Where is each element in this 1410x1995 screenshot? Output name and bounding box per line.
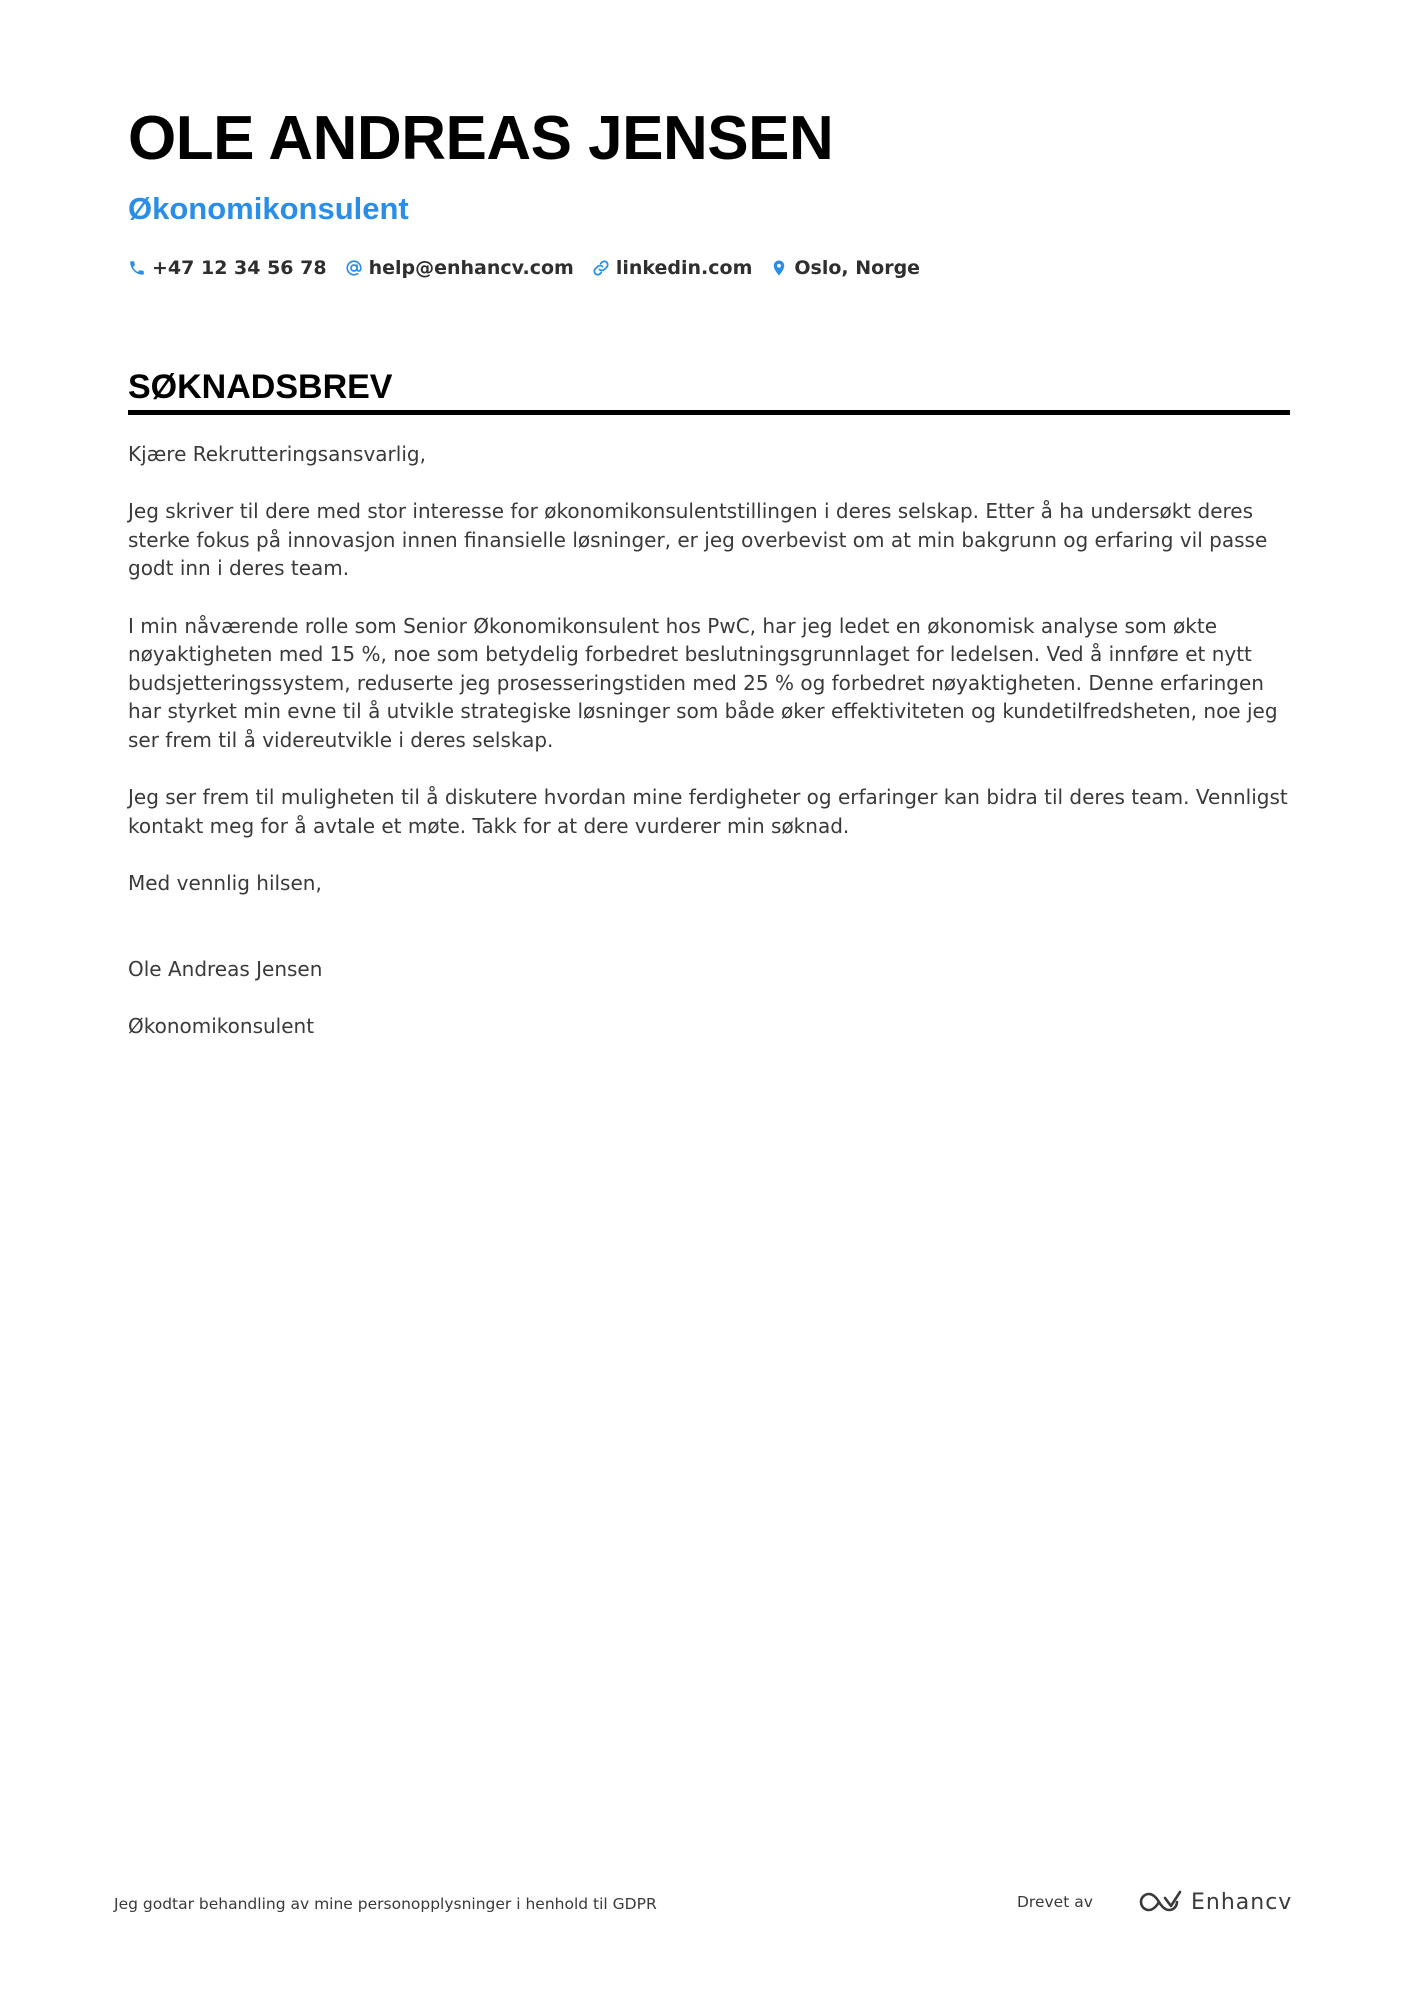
contact-linkedin[interactable] <box>592 257 753 279</box>
contact-email[interactable] <box>345 257 574 279</box>
letter-paragraph-3: Jeg ser frem til muligheten til å diskutere hvordan mine ferdigheter og erfaringer kan bidra til deres team. Vennligst kontakt meg for å avtale et møte. Takk for at dere vurderer min søknad. <box>128 785 1288 838</box>
applicant-name: OLE ANDREAS JENSEN <box>128 104 834 173</box>
location-pin-icon <box>770 259 788 277</box>
job-title: Økonomikonsulent <box>128 191 409 226</box>
location-text: Oslo, Norge <box>794 257 921 279</box>
brand-name: Enhancv <box>1191 1889 1293 1915</box>
contact-phone[interactable] <box>128 257 327 279</box>
powered-by-label: Drevet av <box>1017 1893 1093 1911</box>
phone-icon <box>128 259 146 277</box>
enhancv-logo-icon <box>1137 1888 1185 1916</box>
letter-greeting: Kjære Rekrutteringsansvarlig, <box>128 442 426 466</box>
contact-location <box>770 257 920 279</box>
letter-paragraph-1: Jeg skriver til dere med stor interesse for økonomikonsulentstillingen i deres selskap. Etter å ha undersøkt deres sterke fokus på innovasjon innen finansielle løsninger, er jeg overbevist om at min bakgrunn og erfaring vil passe godt inn i deres team. <box>128 499 1268 581</box>
enhancv-brand[interactable] <box>1137 1884 1292 1920</box>
contact-bar <box>128 253 920 283</box>
signature-title: Økonomikonsulent <box>128 1013 315 1038</box>
link-icon <box>592 259 610 277</box>
section-title: SØKNADSBREV <box>128 368 393 406</box>
letter-closing: Med vennlig hilsen, <box>128 870 322 895</box>
section-divider <box>128 410 1290 415</box>
email-text: help@enhancv.com <box>368 257 574 279</box>
signature-name: Ole Andreas Jensen <box>128 956 323 981</box>
phone-text: +47 12 34 56 78 <box>152 257 327 279</box>
gdpr-consent-text: Jeg godtar behandling av mine personopplysninger i henhold til GDPR <box>114 1895 657 1913</box>
linkedin-text: linkedin.com <box>615 257 753 279</box>
letter-paragraph-2: I min nåværende rolle som Senior Økonomikonsulent hos PwC, har jeg ledet en økonomisk analyse som økte nøyaktigheten med 15 %, noe som betydelig forbedret beslutningsgrunnlaget for ledelsen. Ved å innføre et nytt budsjetteringssystem, reduserte jeg prosesseringstiden med 25 % og forbedret nøyaktigheten. Denne erfaringen har styrket min evne til å utvikle strategiske løsninger som både øker effektiviteten og kundetilfredsheten, noe jeg ser frem til å videreutvikle i deres selskap. <box>128 613 1278 752</box>
at-icon <box>345 259 363 277</box>
letter-body <box>128 440 1294 1069</box>
